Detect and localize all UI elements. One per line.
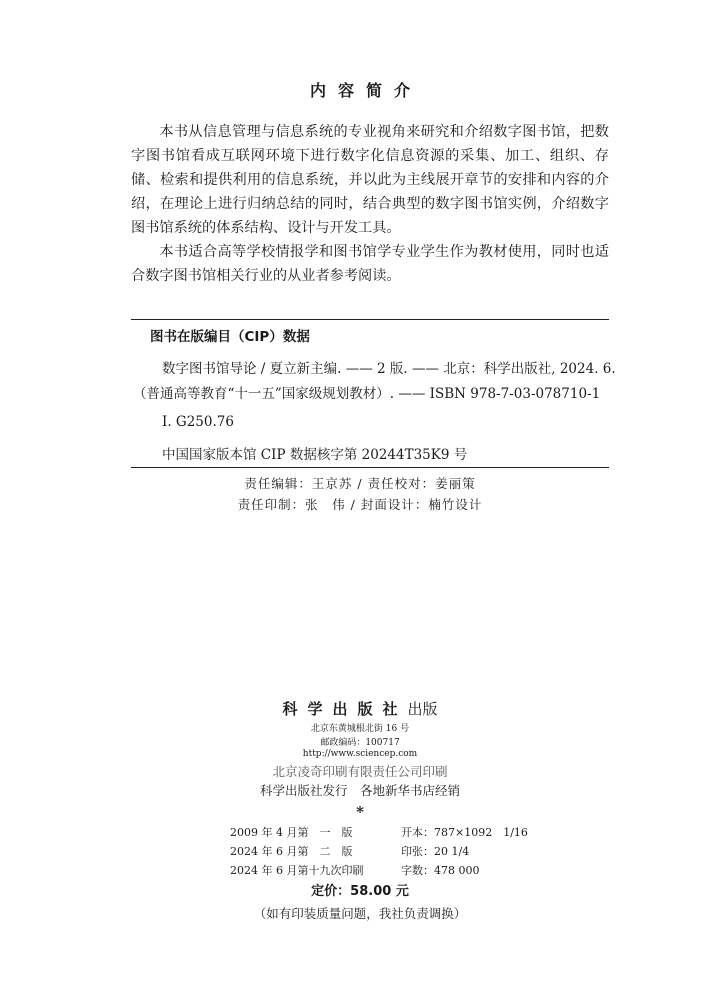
intro-section <box>131 120 609 288</box>
edition-spec: 字数：478 000 <box>401 864 480 877</box>
publisher-name <box>0 698 720 719</box>
publisher-postcode: 邮政编码：100717 <box>320 738 400 748</box>
edition-spec: 开本：787×1092 1/16 <box>401 826 528 839</box>
distribution-info: 科学出版社发行 各地新华书店经销 <box>259 783 460 798</box>
edition-spec: 印张：20 1/4 <box>401 845 470 858</box>
cip-record-number: 中国国家版本馆 CIP 数据核字第 20244T35K9 号 <box>162 447 468 463</box>
page-title: 内容简介 <box>309 81 422 100</box>
cip-line: 数字图书馆导论 / 夏立新主编. —— 2 版. —— 北京：科学出版社, 2024. 6. <box>162 361 616 377</box>
publisher-suffix: 出版 <box>407 700 438 718</box>
publisher-logo: 科学出版社 <box>282 700 408 718</box>
price: 定价：58.00 元 <box>311 884 409 899</box>
intro-paragraph: 本书适合高等学校情报学和图书馆学专业学生作为教材使用，同时也适合数字图书馆相关行业的从业者参考阅读。 <box>131 244 609 284</box>
edition-row <box>230 824 528 840</box>
edition-date: 2009 年 4 月第 一 版 <box>230 826 353 839</box>
credits-production: 责任印制：张 伟 / 封面设计：楠竹设计 <box>237 497 483 512</box>
printer-info: 北京凌奇印刷有限责任公司印刷 <box>272 764 448 779</box>
cip-classification: Ⅰ. G250.76 <box>162 414 234 430</box>
intro-paragraph: 本书从信息管理与信息系统的专业视角来研究和介绍数字图书馆，把数字图书馆看成互联网环境下进行数字化信息资源的采集、加工、组织、存储、检索和提供利用的信息系统，并以此为主线展开章节的安排和内容的介绍，在理论上进行归纳总结的同时，结合典型的数字图书馆实例，介绍数字图书馆系统的体系结构、设计与开发工具。 <box>131 124 609 236</box>
edition-row <box>230 862 480 878</box>
cip-title: 图书在版编目（CIP）数据 <box>150 329 310 345</box>
quality-notice: （如有印装质量问题，我社负责调换） <box>253 906 467 921</box>
cip-top-rule <box>131 319 609 320</box>
publisher-url: http://www.sciencep.com <box>302 749 418 759</box>
cip-line: （普通高等教育“十一五”国家级规划教材）. —— ISBN 978-7-03-078710-1 <box>133 386 601 402</box>
edition-date: 2024 年 6 月第 二 版 <box>230 845 353 858</box>
edition-date: 2024 年 6 月第十九次印刷 <box>230 864 364 877</box>
cip-bottom-rule <box>131 467 609 468</box>
separator-star: * <box>356 803 364 821</box>
edition-row <box>230 843 469 859</box>
credits-editors: 责任编辑：王京苏 / 责任校对：姜丽策 <box>244 476 476 491</box>
publisher-address: 北京东黄城根北街 16 号 <box>310 724 410 734</box>
